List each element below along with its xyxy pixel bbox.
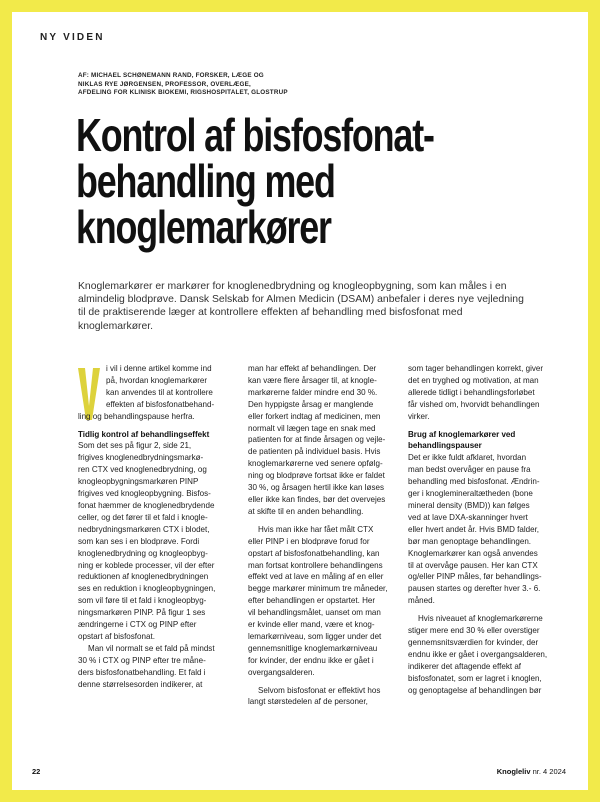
text-line: ders bisfosfonatbehandling. Et fald i [78,667,206,677]
text-line: Som det ses på figur 2, side 21, [78,441,192,451]
section-label: NY VIDEN [40,32,105,43]
lead-paragraph: Knoglemarkører er markører for knoglenedbrydning og knogleopbygning, som kan måles i en almindelig blodprøve. Dansk Selskab for Almen Medicin (DSAM) anbefaler i deres nye vejledning til de praktiserende læger at kontrollere effekten af behandling med bisfosfonat med knoglemarkører. [78,281,524,332]
text-line: på, hvordan knoglemarkører [106,375,208,385]
text-line: begge markører minimum tre måneder, [248,584,388,594]
text-line: Hvis man ikke har fået målt CTX [258,524,374,534]
text-line: eller ikke kan findes, bør det overvejes [248,494,386,504]
text-line: frigives ved knogleopbygning. Bisfos- [78,489,211,499]
footer-publication [497,767,566,776]
text-line: virker. [408,411,430,421]
text-line: vil behandlingsmålet, uanset om man [248,608,381,618]
text-line: ren CTX ved knoglenedbrydning, og [78,465,207,475]
page-number: 22 [32,767,41,776]
text-line: knoglemarkørerne ved senere opfølg- [248,459,383,469]
text-line: bisfosfonatet, som er lagret i knoglen, [408,673,542,683]
section-heading: Tidlig kontrol af behandlingseffekt [78,429,210,439]
text-line: eller forkert indtag af medicinen, men [248,411,381,421]
text-line: får vished om, hvorvidt behandlingen [408,399,540,409]
text-line: kan være flere årsager til, at knogle- [248,375,377,385]
column-3 [408,363,562,696]
text-line: opstart af bisfosfonatbehandling, kan [248,548,380,558]
text-line: ger i knoglemineraltætheden (bone [408,489,533,499]
text-line: stiger mere end 30 % eller overstiger [408,626,540,636]
magazine-name: Knogleliv [496,767,531,776]
text-line: at skifte til en anden behandling. [248,506,364,516]
text-line: for kvinder, der endnu ikke er gået i [248,655,374,665]
text-line: og genoptagelse af behandlingen bør [408,685,542,695]
text-line: eller PINP i en blodprøve forud for [248,536,370,546]
text-line: fonat hæmmer de knoglenedbrydende [78,500,215,510]
byline-line: AFDELING FOR KLINISK BIOKEMI, RIGSHOSPITALET, GLOSTRUP [78,89,288,97]
text-line: gennemsnitlige knoglemarkørniveau [248,643,378,653]
text-line: Hvis niveauet af knoglemarkørerne [418,614,543,624]
text-line: som vil føre til et fald i knogleopbyg- [78,596,207,606]
text-line: Den hyppigste årsag er manglende [248,399,374,409]
text-line: i vil i denne artikel komme ind [106,364,212,373]
text-line: effekt ved at lave en måling af en eller [248,572,384,582]
article-title [76,109,450,253]
text-line: kan anvendes til at kontrollere [106,387,213,397]
text-line: knoglenedbrydning og knogleopbyg- [78,548,208,558]
text-line: normalt vil lægen tage en snak med [248,423,376,433]
text-line: som kan ses i en blodprøve. Fordi [78,536,200,546]
text-line: ændringerne i CTX og PINP efter [78,620,197,630]
text-line: efter behandlingen er opstartet. Her [248,596,376,606]
page [12,12,588,790]
byline-line: AF: MICHAEL SCHØNEMANN RAND, FORSKER, LÆGE OG [78,72,264,79]
text-line: allerede tidligt i behandlingsforløbet [408,387,535,397]
text-line: reduktionen af knoglenedbrydningen [78,572,209,582]
text-line: de patienten på individuel basis. Hvis [248,447,381,457]
text-line: langt størstedelen af de personer, [248,697,368,707]
byline-line: NIKLAS RYE JØRGENSEN, PROFESSOR, OVERLÆGE, [78,80,251,88]
text-line: ved at lave DXA-skanninger hvert [408,512,528,522]
text-line: behandlingspauser [408,441,482,451]
text-line: mineral density (BMD)) kan følges [408,500,530,510]
text-line: 30 %, og årsagen hertil ikke kan løses [248,483,384,493]
text-line: effekten af bisfosfonatbehand- [106,399,215,409]
text-line: man har effekt af behandlingen. Der [248,364,377,373]
text-line: frigives knoglenedbrydningsmarkø- [78,453,204,463]
text-line: bør man genoptage behandlingen. [408,536,532,546]
title-line: behandling med [76,155,335,207]
text-line: Knoglemarkører kan også anvendes [408,548,538,558]
text-line: ning er koblede processer, vil der efter [78,560,215,570]
column-2 [248,363,398,708]
text-line: Man vil normalt se et fald på mindst [88,643,215,653]
text-line: celler, og det fører til et fald i knogle- [78,512,208,522]
text-line: 30 % i CTX og PINP efter tre måne- [78,655,206,665]
text-line: ses en reduktion i knogleopbygningen, [78,584,216,594]
byline [78,72,498,98]
text-line: indikerer det aftagende effekt af [408,661,522,671]
text-line: man fortsat kontrollere behandlingens [248,560,383,570]
text-line: opstart af bisfosfonat. [78,631,155,641]
text-line: knogleopbygningsmarkøren PINP [78,477,199,487]
text-line: er kvinde eller mand, være et knog- [248,620,375,630]
text-line: lemarkørniveau, som ligger under det [248,631,382,641]
text-line: og/eller PINP måles, før behandlings- [408,572,542,582]
text-line: ling og behandlingspause herfra. [78,411,195,421]
text-line: pausen startes og derefter hver 3.- 6. [408,584,541,594]
text-line: endnu ikke er gået i overgangsalderen, [408,649,548,659]
text-line: ning og blodprøve fortsat ikke er faldet [248,471,385,481]
text-line: denne størrelsesorden indikerer, at [78,679,203,689]
issue-label: nr. 4 2024 [532,767,566,776]
text-line: Det er ikke fuldt afklaret, hvordan [408,453,527,463]
text-line: behandling med bisfosfonat. Ændrin- [408,477,540,487]
text-line: nedbrydningsmarkøren CTX i blodet, [78,524,210,534]
text-line: til at overvåge pausen. Her kan CTX [408,560,538,570]
text-line: det en tryghed og motivation, at man [408,375,539,385]
column-1 [78,363,228,690]
text-line: overgangsalderen. [248,667,315,677]
title-line: Kontrol af bisfosfonat- [76,109,434,161]
text-line: patienten for at finde årsagen og vejle- [248,435,386,445]
text-line: Selvom bisfosfonat er effektivt hos [258,685,381,695]
text-line: som tager behandlingen korrekt, giver [408,364,544,373]
text-line: måned. [408,596,435,606]
text-line: man bedst overvåger en pause fra [408,465,531,475]
text-line: Brug af knoglemarkører ved [408,429,516,439]
text-line: eller hvert andet år. Hvis BMD falder, [408,524,540,534]
text-line: gennemsnitsværdien for kvinder, der [408,637,539,647]
text-line: ningsmarkøren PINP. På figur 1 ses [78,608,206,618]
title-line: knoglemarkører [76,201,331,253]
text-line: markørerne falder mindre end 30 %. [248,387,378,397]
